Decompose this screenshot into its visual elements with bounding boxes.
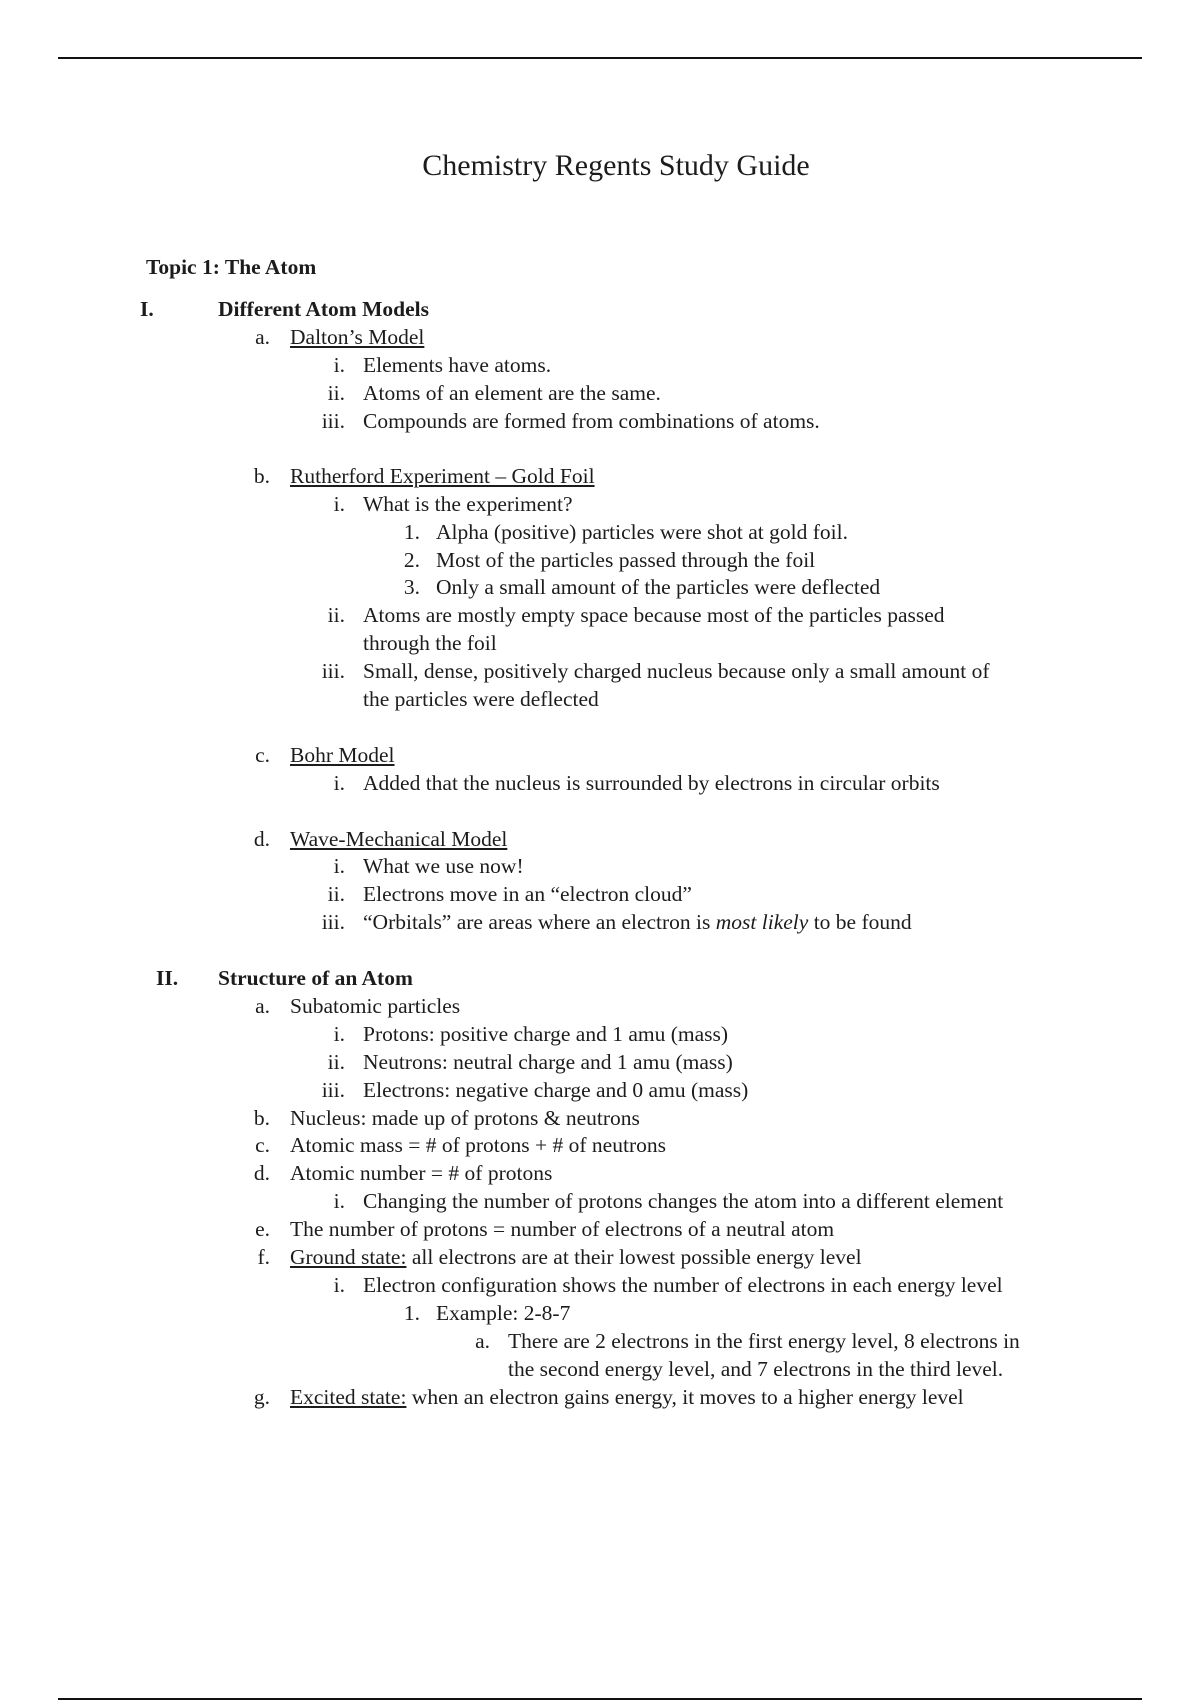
daltons-model-label: Dalton’s Model bbox=[290, 325, 425, 349]
ground-state-label: Ground state: bbox=[290, 1245, 407, 1269]
list-item-continuation: the second energy level, and 7 electrons in the third level. bbox=[508, 1357, 1004, 1381]
list-item-continuation: through the foil bbox=[363, 631, 497, 655]
section-2-title: Structure of an Atom bbox=[218, 966, 413, 990]
header-rule bbox=[58, 57, 1142, 59]
list-item-continuation: the particles were deflected bbox=[363, 687, 599, 711]
topic-heading: Topic 1: The Atom bbox=[146, 255, 317, 279]
emphasis-text: most likely bbox=[715, 910, 809, 934]
excited-state-label: Excited state: bbox=[290, 1385, 407, 1409]
document-title: Chemistry Regents Study Guide bbox=[422, 149, 810, 182]
section-1-marker: I. bbox=[140, 297, 154, 321]
bohr-model-label: Bohr Model bbox=[290, 743, 395, 767]
rutherford-label: Rutherford Experiment – Gold Foil bbox=[290, 464, 595, 488]
section-1-title: Different Atom Models bbox=[218, 297, 429, 321]
wave-mechanical-label: Wave-Mechanical Model bbox=[290, 827, 508, 851]
section-2-marker: II. bbox=[156, 966, 179, 990]
